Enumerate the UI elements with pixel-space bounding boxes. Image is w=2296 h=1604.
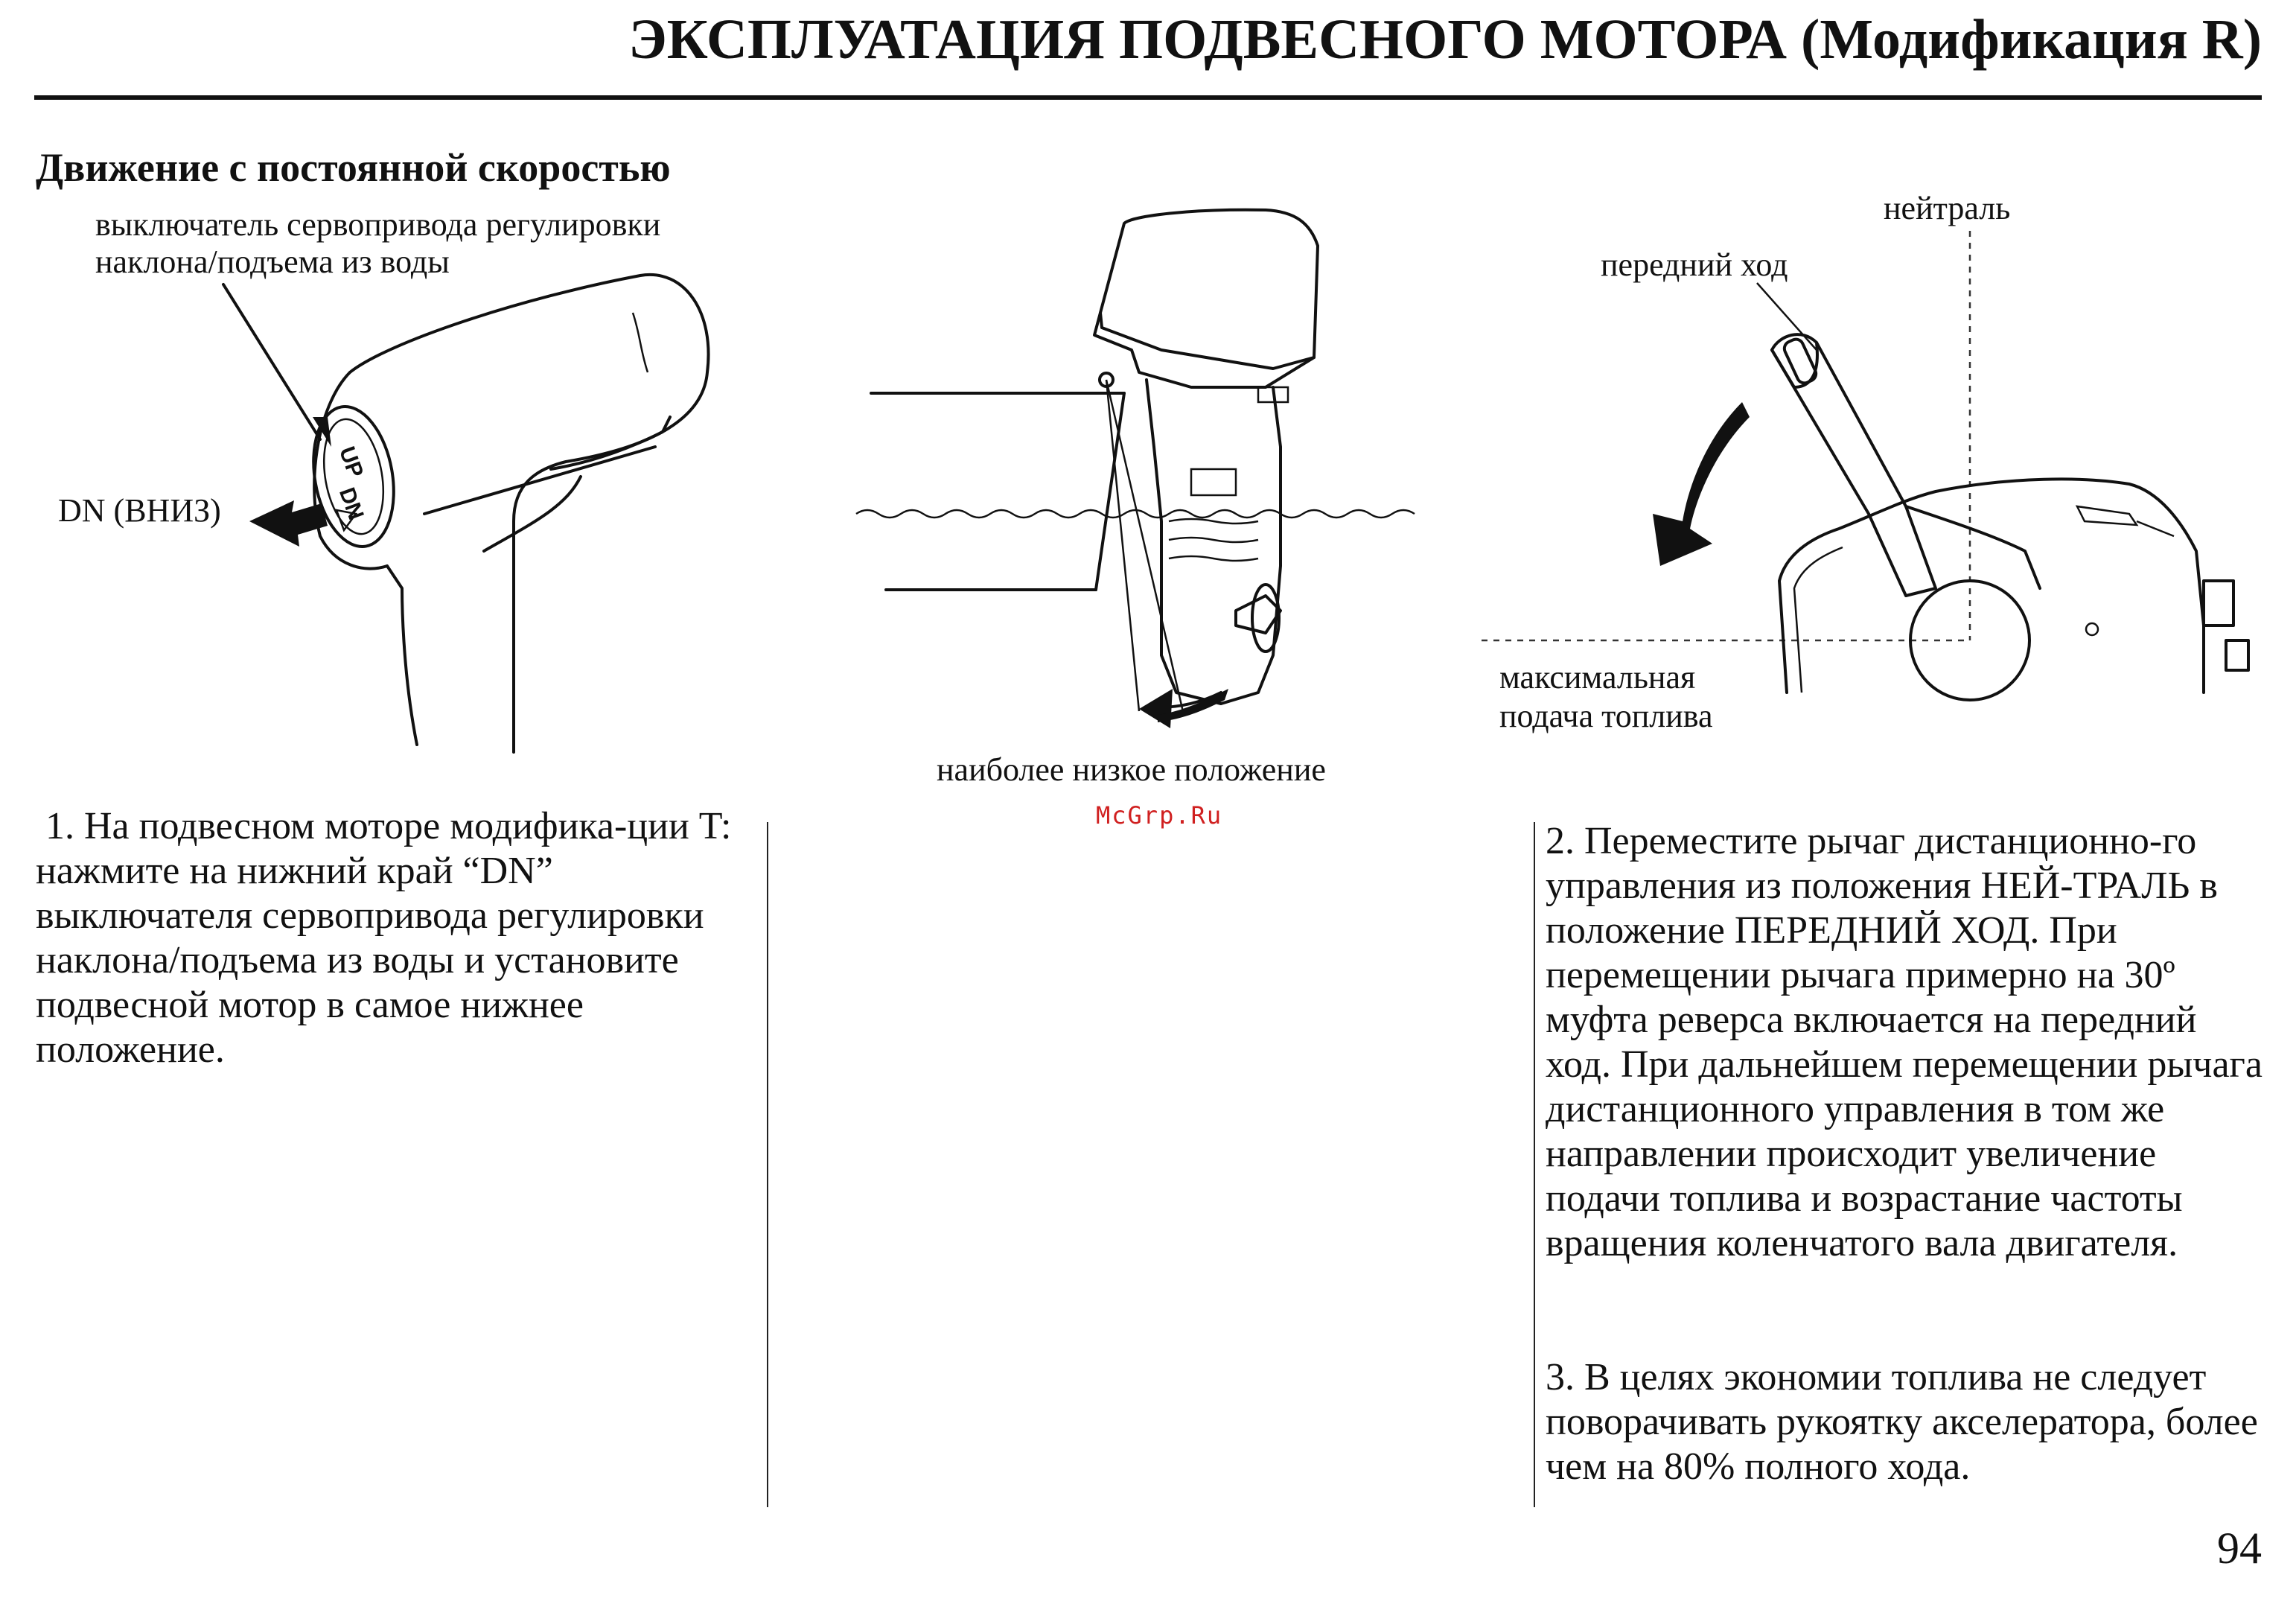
page-title: ЭКСПЛУАТАЦИЯ ПОДВЕСНОГО МОТОРА (Модификация R): [628, 8, 2262, 71]
section-subtitle: Движение с постоянной скоростью: [36, 145, 671, 190]
step-2-text: 2. Переместите рычаг дистанционно-го управления из положения НЕЙ-ТРАЛЬ в положение ПЕРЕДНИЙ ХОД. При перемещении рычага примерно на 30º муфта реверса включается на передний ход. При дальнейшем перемещении рычага дистанционного управления в том же направлении происходит увеличение подачи топлива и возрастание частоты вращения коленчатого вала двигателя.: [1546, 820, 2262, 1264]
column-divider-left: [767, 822, 768, 1507]
label-max-fuel-line2: подача топлива: [1499, 698, 1713, 734]
step-3-text: 3. В целях экономии топлива не следует поворачивать рукоятку акселератора, более чем на 80% полного хода.: [1546, 1356, 2258, 1488]
label-switch-line1: выключатель сервопривода регулировки: [95, 206, 661, 243]
step-1-text: 1. На подвесном моторе модифика-ции T: нажмите на нижний край “DN” выключателя сервопривода регулировки наклона/подъема из воды и установите подвесной мотор в самое нижнее положение.: [36, 805, 742, 1071]
column-divider-right: [1534, 822, 1535, 1507]
label-neutral: нейтраль: [1884, 190, 2011, 226]
button-up-text: UP: [334, 443, 369, 481]
label-switch-line2: наклона/подъема из воды: [95, 244, 450, 280]
remote-lever-illustration: [0, 0, 2296, 745]
label-dn: DN (ВНИЗ): [58, 492, 221, 529]
page-number: 94: [2217, 1524, 2262, 1573]
watermark: McGrp.Ru: [1096, 801, 1223, 830]
label-max-fuel-line1: максимальная: [1499, 659, 1696, 696]
button-dn-text: DN: [334, 484, 369, 523]
label-forward: передний ход: [1601, 246, 1788, 283]
label-lowest-position: наиболее низкое положение: [937, 751, 1326, 788]
